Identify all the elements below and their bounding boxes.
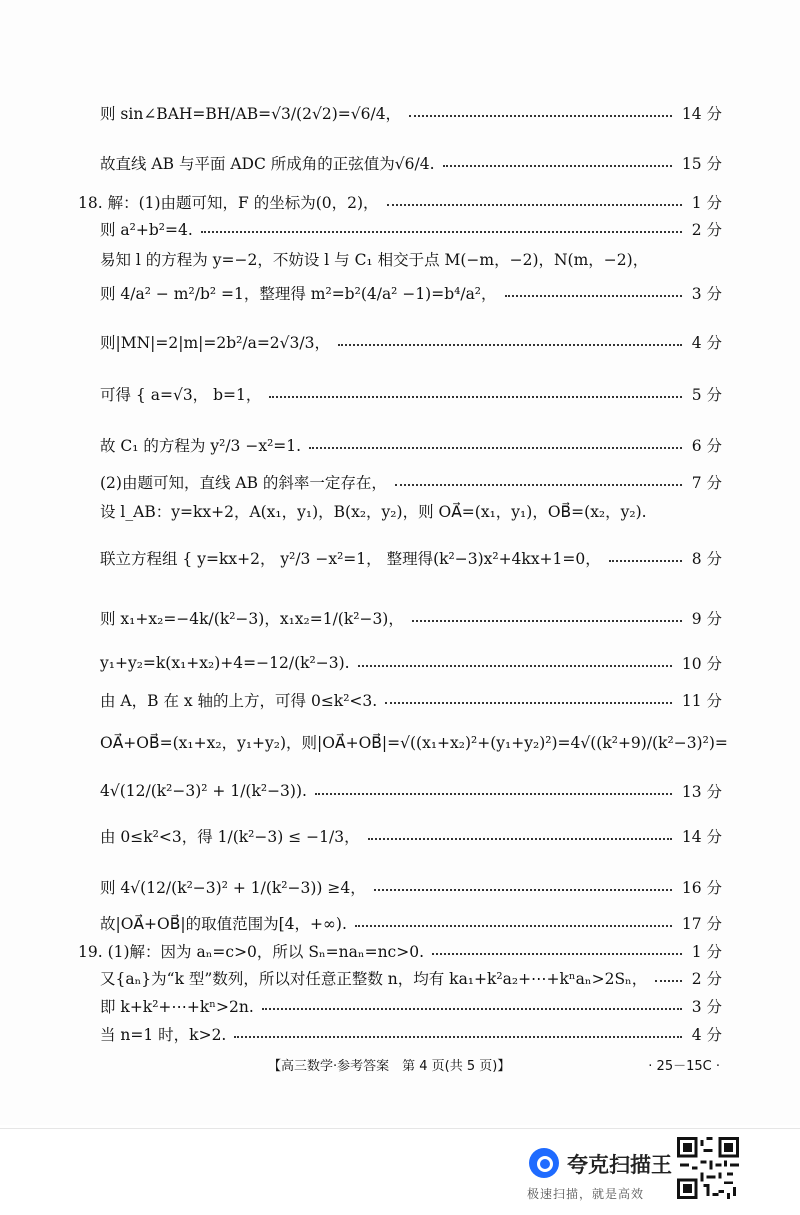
line-score: 5 分 xyxy=(691,386,722,404)
line-score: 2 分 xyxy=(691,970,722,988)
line-text: 则|MN|=2|m|=2b²/a=2√3/3， xyxy=(100,334,330,352)
leader-dots xyxy=(358,664,672,667)
leader-dots xyxy=(269,395,681,398)
footer-page-info: 【高三数学·参考答案 第 4 页(共 5 页)】 xyxy=(268,1059,511,1074)
line-score: 10 分 xyxy=(681,655,722,673)
line-score: 8 分 xyxy=(691,550,722,568)
line-text: 4√(12/(k²−3)² + 1/(k²−3)). xyxy=(100,782,307,800)
scan-divider xyxy=(0,1128,800,1129)
line-text: 联立方程组 { y=kx+2， y²/3 −x²=1， 整理得(k²−3)x²+4kx+1=0， xyxy=(100,550,601,568)
quark-logo-icon xyxy=(529,1148,559,1178)
leader-dots xyxy=(309,446,682,449)
brand-name: 夸克扫描王 xyxy=(567,1153,672,1177)
line-text: 当 n=1 时，k>2. xyxy=(100,1026,227,1044)
line-score: 1 分 xyxy=(691,943,722,961)
leader-dots xyxy=(374,888,672,891)
line-score: 17 分 xyxy=(681,915,722,933)
line-text: 则 4/a² − m²/b² =1，整理得 m²=b²(4/a² −1)=b⁴/a²， xyxy=(100,285,497,303)
line-text: 则 x₁+x₂=−4k/(k²−3)，x₁x₂=1/(k²−3)， xyxy=(100,610,404,628)
solution-line xyxy=(100,776,722,806)
qr-code-icon xyxy=(677,1137,739,1199)
line-text: OA⃗+OB⃗=(x₁+x₂，y₁+y₂)，则|OA⃗+OB⃗|=√((x₁+x₂)²+(y₁+y₂)²)=4√((k²+9)/(k²−3)²)= xyxy=(100,734,728,752)
line-text: 故|OA⃗+OB⃗|的取值范围为[4，+∞). xyxy=(100,915,347,933)
leader-dots xyxy=(409,114,672,117)
line-text: y₁+y₂=k(x₁+x₂)+4=−12/(k²−3). xyxy=(100,654,350,672)
line-text: 则 a²+b²=4. xyxy=(100,221,193,239)
solution-line xyxy=(100,278,722,308)
solution-line xyxy=(100,327,722,357)
line-text: 故直线 AB 与平面 ADC 所成角的正弦值为√6/4. xyxy=(100,155,435,173)
solution-line xyxy=(100,872,722,902)
leader-dots xyxy=(368,837,672,840)
solution-line xyxy=(100,685,722,715)
line-text: 则 4√(12/(k²−3)² + 1/(k²−3)) ≥4， xyxy=(100,879,366,897)
leader-dots xyxy=(655,979,681,982)
solution-line xyxy=(100,379,722,409)
leader-dots xyxy=(234,1035,681,1038)
line-score: 4 分 xyxy=(691,334,722,352)
line-text: 设 l_AB：y=kx+2，A(x₁，y₁)，B(x₂，y₂)，则 OA⃗=(x₁，y₁)，OB⃗=(x₂，y₂). xyxy=(100,503,647,521)
line-score: 1 分 xyxy=(691,194,722,212)
line-score: 3 分 xyxy=(691,285,722,303)
leader-dots xyxy=(609,559,682,562)
solution-line xyxy=(100,148,722,178)
solution-line xyxy=(100,603,722,633)
line-text: 18. 解：(1)由题可知，F 的坐标为(0，2)， xyxy=(78,194,379,212)
leader-dots xyxy=(315,792,672,795)
leader-dots xyxy=(505,294,682,297)
line-text: 由 0≤k²<3，得 1/(k²−3) ≤ −1/3， xyxy=(100,828,360,846)
solution-line xyxy=(100,1019,722,1049)
line-score: 9 分 xyxy=(691,610,722,628)
leader-dots xyxy=(412,619,682,622)
leader-dots xyxy=(385,701,672,704)
line-text: 易知 l 的方程为 y=−2，不妨设 l 与 C₁ 相交于点 M(−m，−2)，N(m，−2)， xyxy=(100,251,649,269)
line-score: 3 分 xyxy=(691,998,722,1016)
line-score: 14 分 xyxy=(681,828,722,846)
line-text: 由 A，B 在 x 轴的上方，可得 0≤k²<3. xyxy=(100,692,378,710)
line-text: 可得 { a=√3， b=1， xyxy=(100,386,262,404)
line-text: 故 C₁ 的方程为 y²/3 −x²=1. xyxy=(100,437,302,455)
solution-line xyxy=(100,467,722,497)
line-text: 19. (1)解：因为 aₙ=c>0，所以 Sₙ=naₙ=nc>0. xyxy=(78,943,425,961)
solution-line xyxy=(100,727,728,757)
line-text: 又{aₙ}为“k 型”数列，所以对任意正整数 n，均有 ka₁+k²a₂+⋯+kⁿaₙ>2Sₙ， xyxy=(100,970,648,988)
solution-line xyxy=(100,244,722,274)
leader-dots xyxy=(387,203,682,206)
line-score: 14 分 xyxy=(681,105,722,123)
page-footer xyxy=(0,1055,800,1075)
solution-line xyxy=(100,963,722,993)
line-score: 7 分 xyxy=(691,474,722,492)
line-text: 则 sin∠BAH=BH/AB=√3/(2√2)=√6/4， xyxy=(100,105,402,123)
line-score: 2 分 xyxy=(691,221,722,239)
footer-code: · 25－15C · xyxy=(648,1059,720,1074)
line-text: 即 k+k²+⋯+kⁿ>2n. xyxy=(100,998,254,1016)
line-text: (2)由题可知，直线 AB 的斜率一定存在， xyxy=(100,474,387,492)
leader-dots xyxy=(355,924,672,927)
line-score: 13 分 xyxy=(681,783,722,801)
solution-line xyxy=(100,908,722,938)
leader-dots xyxy=(432,952,682,955)
solution-line xyxy=(100,214,722,244)
solution-line xyxy=(100,430,722,460)
solution-line xyxy=(78,936,722,966)
solution-line xyxy=(100,821,722,851)
solution-line xyxy=(78,187,722,217)
leader-dots xyxy=(262,1007,682,1010)
leader-dots xyxy=(395,483,682,486)
line-score: 4 分 xyxy=(691,1026,722,1044)
line-score: 11 分 xyxy=(681,692,722,710)
solution-line xyxy=(100,648,722,678)
scanner-watermark xyxy=(525,1143,675,1203)
solution-line xyxy=(100,496,722,526)
line-score: 16 分 xyxy=(681,879,722,897)
solution-line xyxy=(100,98,722,128)
line-score: 15 分 xyxy=(681,155,722,173)
leader-dots xyxy=(338,343,682,346)
line-score: 6 分 xyxy=(691,437,722,455)
solution-line xyxy=(100,991,722,1021)
leader-dots xyxy=(443,164,672,167)
leader-dots xyxy=(201,230,682,233)
brand-slogan: 极速扫描，就是高效 xyxy=(527,1187,645,1201)
solution-line xyxy=(100,543,722,573)
